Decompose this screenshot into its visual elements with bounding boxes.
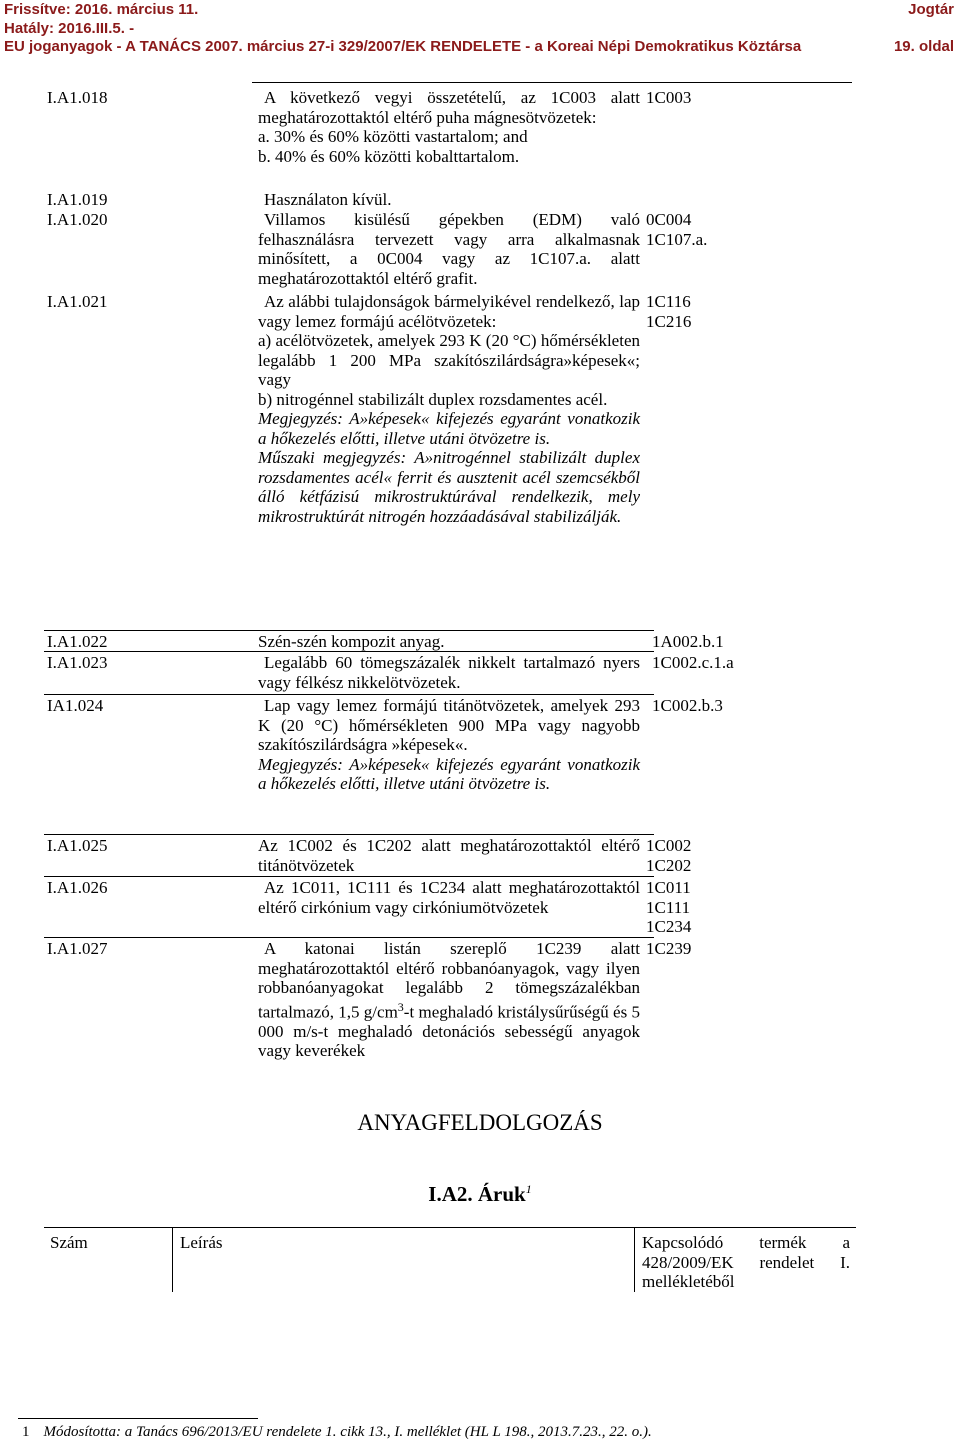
row-divider — [44, 651, 654, 652]
updated-date: Frissítve: 2016. március 11. — [4, 1, 199, 18]
row-description: A következő vegyi összetételű, az 1C003 alatt meghatározottaktól eltérő puha mágnesötvözetek: a. 30% és 60% közötti vastartalom; and b. 40% és 60% közötti kobalttartalom. — [258, 88, 640, 166]
row-description: Villamos kisülésű gépekben (EDM) való felhasználásra tervezett vagy arra alkalmasnak minősített, a 0C004 vagy az 1C107.a. alatt meghatározottaktól eltérő grafit. — [258, 210, 640, 288]
row-code: 1C239 — [646, 939, 692, 958]
section-title: ANYAGFELDOLGOZÁS — [357, 1110, 603, 1135]
col-header-number: Szám — [50, 1233, 88, 1252]
goods-table-header — [44, 1227, 856, 1292]
row-code: 1C003 — [646, 88, 692, 107]
row-description: Az 1C011, 1C111 és 1C234 alatt meghatározottaktól eltérő cirkónium vagy cirkóniumötvözetek — [258, 878, 640, 917]
row-description: Az alábbi tulajdonságok bármelyikével rendelkező, lap vagy lemez formájú acélötvözetek: a) acélötvözetek, amelyek 293 K (20 °C) hőmérsékleten legalább 1 200 MPa szakítószilárdságra»képesek«; vagy b) nitrogénnel stabilizált duplex rozsdamentes acél. Megjegyzés: A»képesek« kifejezés egyaránt vonatkozik a hőkezelés előtti, illetve utáni ötvözetre is. Műszaki megjegyzés: A»nitrogénnel stabilizált duplex rozsdamentes acél« ferrit és ausztenit acél szemcsékből álló kétfázisú mikrostruktúrával rendelkezik, mely mikrostruktúrát nitrogén hozzáadásával stabilizálják. — [258, 292, 640, 526]
row-code: 1A002.b.1 — [652, 632, 724, 651]
document-header — [4, 0, 956, 60]
column-divider — [634, 1228, 635, 1292]
row-divider — [44, 937, 654, 938]
row-divider — [44, 630, 654, 631]
row-number: I.A1.021 — [47, 292, 108, 311]
subsection-title: I.A2. Áruk$^1$ — [428, 1182, 532, 1206]
row-description: Lap vagy lemez formájú titánötvözetek, amelyek 293 K (20 °C) hőmérsékleten 900 MPa vagy nagyobb szakítószilárdságra »képesek«. Megjegyzés: A»képesek« kifejezés egyaránt vonatkozik a hőkezelés előtti, illetve utáni ötvözetre is. — [258, 696, 640, 793]
row-number: I.A1.019 — [47, 190, 108, 209]
row-number: I.A1.020 — [47, 210, 108, 229]
page-number: 19. oldal — [893, 38, 954, 55]
footnote-ref: 1 — [525, 1182, 532, 1196]
footnote-rule — [18, 1418, 258, 1419]
row-description: Használaton kívül. — [264, 190, 392, 209]
row-code: 1C011 1C111 1C234 — [646, 878, 692, 936]
row-code: 0C004 1C107.a. — [646, 210, 708, 249]
col-header-description: Leírás — [180, 1233, 223, 1252]
effective-date: Hatály: 2016.III.5. - — [4, 20, 135, 37]
row-divider — [44, 876, 654, 877]
row-description: Legalább 60 tömegszázalék nikkelt tartalmazó nyers vagy félkész nikkelötvözetek. — [258, 653, 640, 692]
row-code: 1C002 1C202 — [646, 836, 692, 875]
col-header-related-product: Kapcsolódó termék a 428/2009/EK rendelet I. mellékletéből — [642, 1233, 850, 1291]
footnote — [22, 1424, 652, 1441]
row-code: 1C116 1C216 — [646, 292, 692, 331]
column-divider — [172, 1228, 173, 1292]
document-title: EU joganyagok - A TANÁCS 2007. március 27-i 329/2007/EK RENDELETE - a Koreai Népi Demokratikus Köztársa — [4, 38, 802, 55]
row-number: I.A1.022 — [47, 632, 108, 651]
row-number: I.A1.027 — [47, 939, 108, 958]
row-number: I.A1.026 — [47, 878, 108, 897]
row-code: 1C002.b.3 — [652, 696, 723, 715]
row-number: IA1.024 — [47, 696, 104, 715]
row-divider — [44, 694, 654, 695]
footnote-number: 1 — [22, 1424, 30, 1440]
row-number: I.A1.018 — [47, 88, 108, 107]
brand-label: Jogtár — [908, 1, 954, 18]
footnote-text: Módosította: a Tanács 696/2013/EU rendelete 1. cikk 13., I. melléklet (HL L 198., 2013.7.23., 22. o.). — [43, 1424, 652, 1440]
row-code: 1C002.c.1.a — [652, 653, 734, 672]
table-top-rule — [252, 82, 852, 83]
row-description: Az 1C002 és 1C202 alatt meghatározottaktól eltérő titánötvözetek — [258, 836, 640, 875]
row-divider — [44, 834, 654, 835]
superscript-3: 3 — [397, 999, 404, 1014]
row-description: Szén-szén kompozit anyag. — [258, 632, 445, 651]
row-number: I.A1.023 — [47, 653, 108, 672]
row-number: I.A1.025 — [47, 836, 108, 855]
row-description: A katonai listán szereplő 1C239 alatt meghatározottaktól eltérő robbanóanyagok, vagy ilyen robbanóanyagokat legalább 2 tömegszázalékban tartalmazó, 1,5 $g/cm^3-t$ meghaladó kristálysűrűségű és 5 000 m/s-t meghaladó detonációs sebességű anyagok vagy keverékek — [258, 939, 640, 1061]
